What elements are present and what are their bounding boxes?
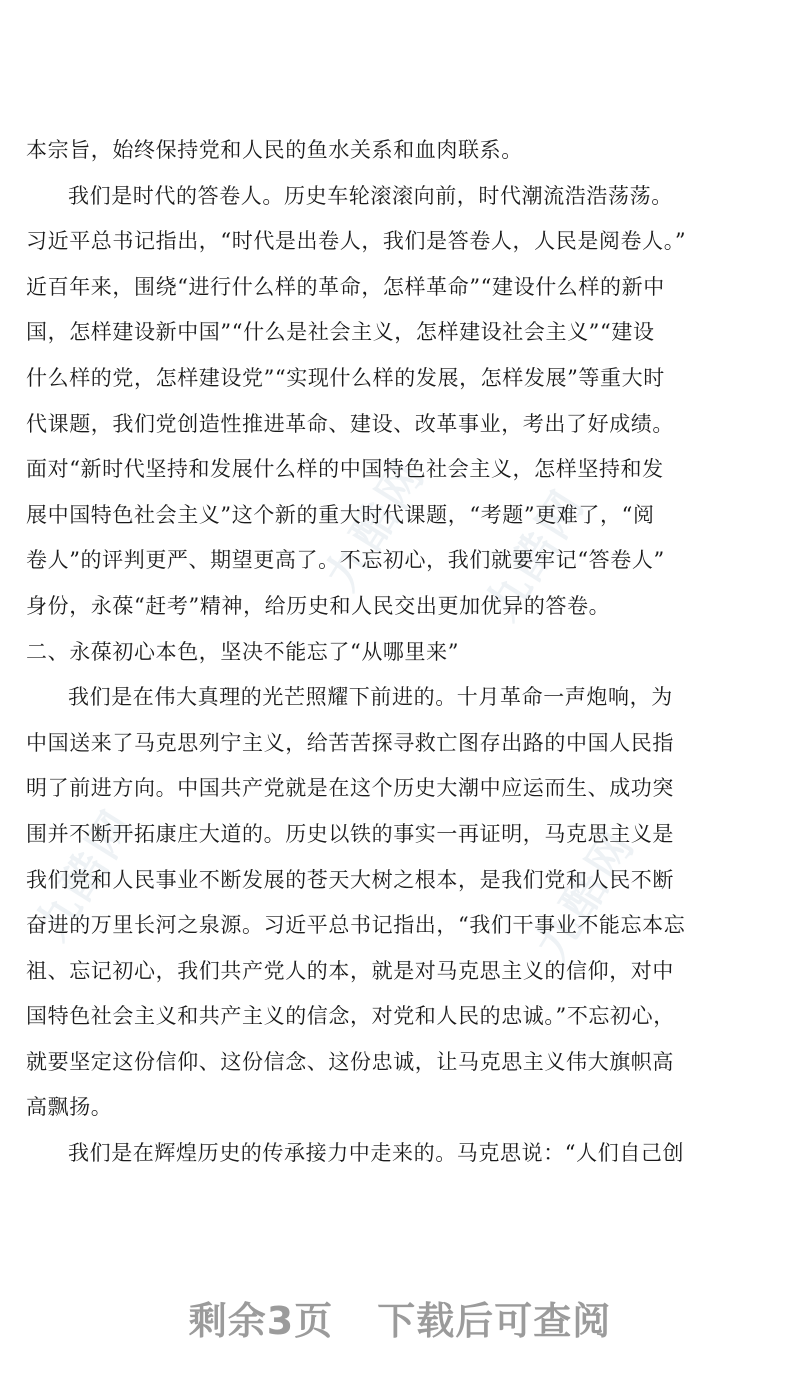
download-prompt-label[interactable]: 下载后可查阅	[377, 1299, 612, 1343]
paragraph-line: 本宗旨，始终保持党和人民的鱼水关系和血肉联系。	[26, 138, 523, 162]
paragraph-line: 面对“新时代坚持和发展什么样的中国特色社会主义，怎样坚持和发	[26, 457, 664, 482]
paragraph-line: 习近平总书记指出，“时代是出卷人，我们是答卷人，人民是阅卷人。”	[26, 229, 687, 254]
watermark: 九酷网	[476, 479, 596, 629]
paragraph-line: 明了前进方向。中国共产党就是在这个历史大潮中应运而生、成功突	[26, 776, 674, 801]
paragraph-line: 我们是时代的答卷人。历史车轮滚滚向前，时代潮流浩浩荡荡。	[68, 183, 673, 208]
paragraph-line: 我们是在伟大真理的光芒照耀下前进的。十月革命一声炮响，为	[68, 685, 673, 710]
paragraph-line: 身份，永葆“赶考”精神，给历史和人民交出更加优异的答卷。	[26, 593, 611, 618]
watermark: 九酷网	[316, 449, 436, 599]
document-body	[26, 128, 712, 1177]
paragraph-line: 代课题，我们党创造性推进革命、建设、改革事业，考出了好成绩。	[26, 411, 674, 436]
download-banner[interactable]	[0, 1290, 800, 1345]
paragraph-line: 我们党和人民事业不断发展的苍天大树之根本，是我们党和人民不断	[26, 867, 674, 892]
paragraph-line: 祖、忘记初心，我们共产党人的本，就是对马克思主义的信仰，对中	[26, 958, 674, 983]
section-heading: 二、永葆初心本色，坚决不能忘了“从哪里来”	[26, 639, 460, 664]
watermark: 九酷网	[26, 799, 146, 949]
paragraph-line: 国，怎样建设新中国”“什么是社会主义，怎样建设社会主义”“建设	[26, 320, 655, 345]
paragraph-line: 什么样的党，怎样建设党”“实现什么样的发展，怎样发展”等重大时	[26, 365, 665, 390]
paragraph-line: 就要坚定这份信仰、这份信念、这份忠诚，让马克思主义伟大旗帜高	[26, 1049, 674, 1074]
paragraph-line: 展中国特色社会主义”这个新的重大时代课题，“考题”更难了，“阅	[26, 502, 655, 527]
watermark: 九酷网	[526, 819, 646, 969]
paragraph-line: 围并不断开拓康庄大道的。历史以铁的事实一再证明，马克思主义是	[26, 821, 674, 846]
paragraph-line: 卷人”的评判更严、期望更高了。不忘初心，我们就要牢记“答卷人”	[26, 548, 665, 573]
paragraph-line: 我们是在辉煌历史的传承接力中走来的。马克思说：“人们自己创	[68, 1141, 685, 1166]
paragraph-line: 高飘扬。	[26, 1095, 113, 1120]
paragraph-line: 近百年来，围绕“进行什么样的革命，怎样革命”“建设什么样的新中	[26, 274, 665, 299]
remaining-pages-label: 剩余3页	[188, 1299, 334, 1343]
paragraph-line: 国特色社会主义和共产主义的信念，对党和人民的忠诚。”不忘初心，	[26, 1004, 675, 1029]
paragraph-line: 奋进的万里长河之泉源。习近平总书记指出，“我们干事业不能忘本忘	[26, 913, 686, 938]
paragraph-line: 中国送来了马克思列宁主义，给苦苦探寻救亡图存出路的中国人民指	[26, 730, 674, 755]
